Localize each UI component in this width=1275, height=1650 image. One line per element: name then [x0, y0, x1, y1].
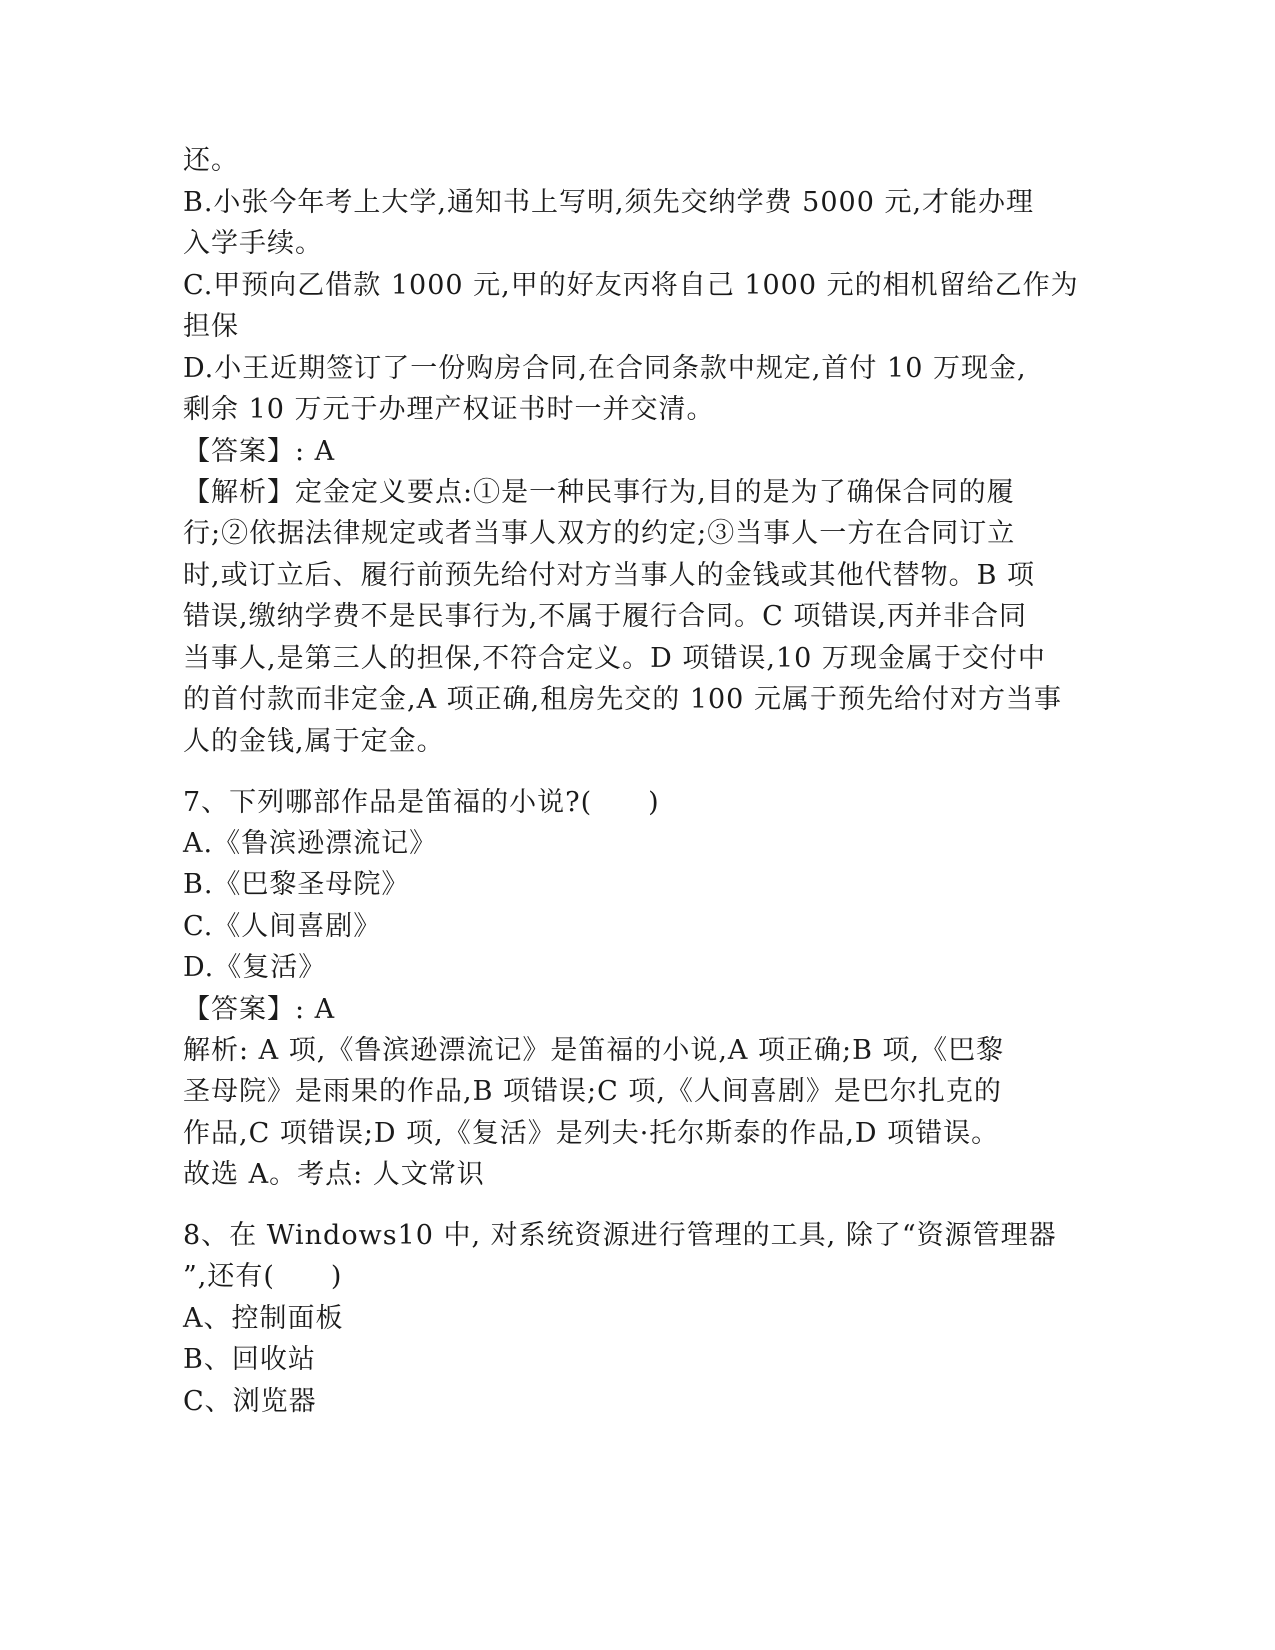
q6-analysis-line4: 错误,缴纳学费不是民事行为,不属于履行合同。C 项错误,丙并非合同: [183, 601, 1027, 632]
q6-analysis-line1: 【解析】定金定义要点:①是一种民事行为,目的是为了确保合同的履: [183, 477, 1015, 508]
q6-analysis-line7: 人的金钱,属于定金。: [183, 726, 445, 757]
q7-question: 7、下列哪部作品是笛福的小说?( ): [183, 787, 660, 818]
q8-option-a: A、控制面板: [183, 1303, 344, 1334]
q7-option-a: A.《鲁滨逊漂流记》: [183, 828, 438, 859]
q7-analysis-line4: 故选 A。考点: 人文常识: [183, 1159, 485, 1190]
q7-analysis-line1: 解析: A 项,《鲁滨逊漂流记》是笛福的小说,A 项正确;B 项,《巴黎: [183, 1035, 1005, 1066]
q6-answer: 【答案】: A: [183, 436, 336, 467]
q7-analysis-line2: 圣母院》是雨果的作品,B 项错误;C 项,《人间喜剧》是巴尔扎克的: [183, 1076, 1002, 1107]
q6-option-c-line1: C.甲预向乙借款 1000 元,甲的好友丙将自己 1000 元的相机留给乙作为: [183, 270, 1079, 301]
q6-option-c-line2: 担保: [183, 311, 239, 342]
q6-option-b-line2: 入学手续。: [183, 228, 323, 259]
q6-analysis-line2: 行;②依据法律规定或者当事人双方的约定;③当事人一方在合同订立: [183, 518, 1016, 549]
q7-option-c: C.《人间喜剧》: [183, 911, 382, 942]
q6-option-b-line1: B.小张今年考上大学,通知书上写明,须先交纳学费 5000 元,才能办理: [183, 187, 1035, 218]
q8-option-c: C、浏览器: [183, 1386, 317, 1417]
q8-question-line1: 8、在 Windows10 中, 对系统资源进行管理的工具, 除了“资源管理器: [183, 1220, 1057, 1251]
q8-option-b: B、回收站: [183, 1344, 316, 1375]
q6-analysis-line5: 当事人,是第三人的担保,不符合定义。D 项错误,10 万现金属于交付中: [183, 643, 1046, 674]
q7-option-b: B.《巴黎圣母院》: [183, 869, 410, 900]
q6-analysis-line3: 时,或订立后、履行前预先给付对方当事人的金钱或其他代替物。B 项: [183, 560, 1036, 591]
q7-option-d: D.《复活》: [183, 952, 327, 983]
q6-option-a-end: 还。: [183, 145, 239, 176]
q8-question-line2: ”,还有( ): [183, 1261, 343, 1292]
q6-analysis-line6: 的首付款而非定金,A 项正确,租房先交的 100 元属于预先给付对方当事: [183, 684, 1062, 715]
q7-analysis-line3: 作品,C 项错误;D 项,《复活》是列夫·托尔斯泰的作品,D 项错误。: [183, 1118, 1000, 1149]
q7-answer: 【答案】: A: [183, 994, 336, 1025]
q6-option-d-line1: D.小王近期签订了一份购房合同,在合同条款中规定,首付 10 万现金,: [183, 353, 1027, 384]
q6-option-d-line2: 剩余 10 万元于办理产权证书时一并交清。: [183, 394, 715, 425]
